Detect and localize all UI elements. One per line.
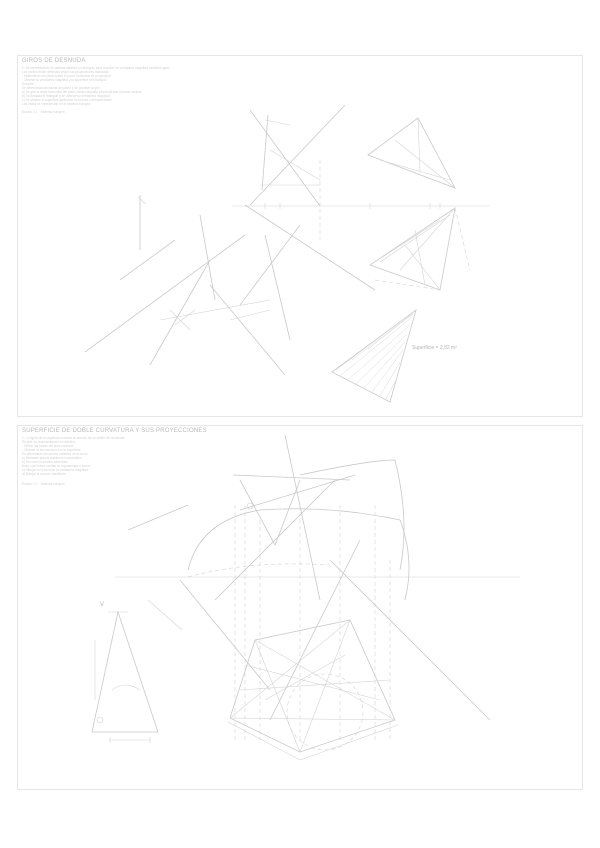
section-polygon bbox=[230, 620, 395, 752]
section-title: GIROS DE DESNUDA bbox=[22, 58, 86, 64]
true-size-triangle bbox=[332, 310, 416, 402]
section2-drawing bbox=[92, 435, 520, 760]
note-line: Se pide su representación en diédrico bbox=[22, 440, 76, 444]
scale-note: Escala: 1:1 · Sistema europeo bbox=[22, 482, 65, 486]
auxiliary-line bbox=[85, 235, 245, 352]
note-line: Solución bbox=[22, 82, 35, 86]
note-line: c) Dibujar con precisión la verdadera magnitud bbox=[22, 468, 88, 472]
note-line: a) Mediante planos auxiliares horizontales bbox=[22, 456, 82, 460]
scale-note: Escala: 1:1 · Sistema europeo bbox=[22, 110, 65, 114]
note-line: · Obtener la intersección con la superficie bbox=[22, 448, 81, 452]
note-line: Las vistas se representan en el sistema europeo bbox=[22, 102, 91, 106]
note-line: 1. La figura de la izquierda muestra la sección de un sólido de revolución bbox=[22, 436, 125, 440]
note-line: Los puntos están definidos según las proyecciones indicadas bbox=[22, 70, 109, 74]
note-line: b) Se unen los puntos obtenidos bbox=[22, 460, 68, 464]
surface-profile bbox=[188, 509, 409, 600]
section1-drawing bbox=[85, 105, 490, 402]
note-line: a) Se gira la recta horizontal del plano hasta colocarla perpendicular al plano vertical bbox=[22, 90, 142, 94]
profile-triangle bbox=[92, 612, 158, 732]
note-line: · Abatimiento del plano sobre el plano horizontal de proyección bbox=[22, 74, 111, 78]
section-title: SUPERFICIE DE DOBLE CURVATURA Y SUS PROYECCIONES bbox=[22, 428, 207, 434]
note-line: 1. Se representa en el sistema diédrico un triángulo para resolver en verdadera magnitud mediante giros bbox=[22, 66, 170, 70]
note-line: Nota: Las líneas ocultas se representan a trazos bbox=[22, 464, 91, 468]
trace-line bbox=[250, 110, 320, 206]
note-line: c) Se obtiene la superficie aplicando la fórmula correspondiente bbox=[22, 98, 112, 102]
note-line: Se determinan las trazas del plano y se procede al giro bbox=[22, 86, 100, 90]
side-label: V bbox=[100, 602, 105, 608]
surface-label: Superficie = 2,82 m² bbox=[412, 345, 457, 351]
note-line: b) Se traslada el triángulo y se obtiene su verdadera magnitud bbox=[22, 94, 110, 98]
note-line: · Obtener la verdadera magnitud y la superficie del triángulo bbox=[22, 78, 107, 82]
note-line: d) Dibujar la sección resultante bbox=[22, 472, 66, 476]
note-line: Se determinan los puntos notables de la curva bbox=[22, 452, 88, 456]
note-line: · Definir las trazas del plano secante bbox=[22, 444, 74, 448]
